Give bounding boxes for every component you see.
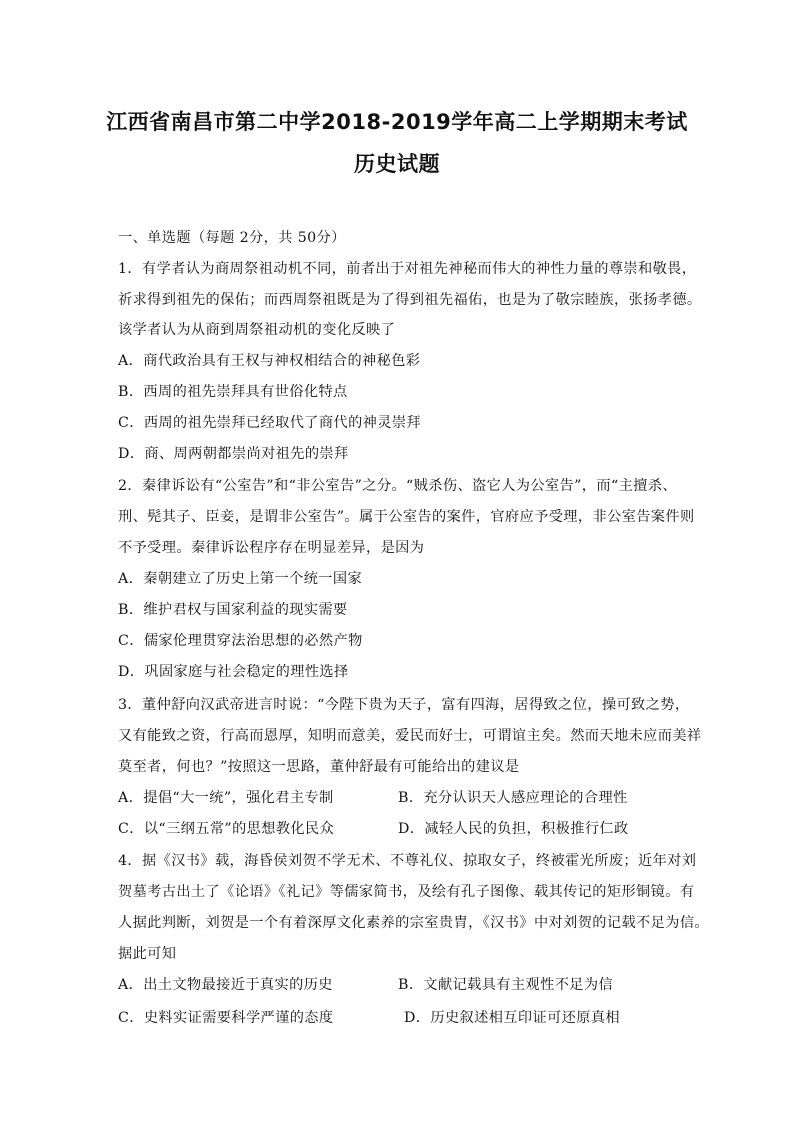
question-stem-line: 4．据《汉书》载，海昏侯刘贺不学无术、不尊礼仪、掠取女子，终被霍光所废；近年对刘 [118, 853, 697, 869]
option-d: D．商、周两朝都崇尚对祖先的崇拜 [118, 446, 349, 462]
option-a: A．提倡“大一统”，强化君主专制 [118, 790, 334, 806]
option-b: B．维护君权与国家利益的现实需要 [118, 602, 348, 618]
question-stem-line: 2．秦律诉讼有“公室告”和“非公室告”之分。“贼杀伤、盗它人为公室告”，而“主擅杀、 [118, 478, 677, 494]
question-stem-line: 人据此判断，刘贺是一个有着深厚文化素养的宗室贵胄，《汉书》中对刘贺的记载不足为信。 [118, 915, 709, 931]
option-row [118, 819, 688, 839]
question-stem-line: 刑、髡其子、臣妾，是谓非公室告”。属于公室告的案件，官府应予受理，非公室告案件则 [118, 509, 695, 525]
option-b: B．西周的祖先崇拜具有世俗化特点 [118, 384, 348, 400]
option-c: C．西周的祖先崇拜已经取代了商代的神灵崇拜 [118, 415, 422, 431]
option-d: D．历史叙述相互印证可还原真相 [404, 1010, 621, 1026]
question-stem-line: 莫至者，何也？”按照这一思路，董仲舒最有可能给出的建议是 [118, 759, 520, 775]
option-c: C．以“三纲五常”的思想教化民众 [118, 821, 335, 837]
question-stem-line: 据此可知 [118, 946, 177, 962]
question-stem-line: 3．董仲舒向汉武帝进言时说：“今陛下贵为天子，富有四海，居得致之位，操可致之势， [118, 697, 690, 713]
option-d: D．减轻人民的负担，积极推行仁政 [398, 821, 629, 837]
option-a: A．出土文物最接近于真实的历史 [118, 977, 333, 993]
option-b: B．充分认识天人感应理论的合理性 [398, 790, 628, 806]
exam-subtitle: 历史试题 [354, 152, 440, 176]
question-stem-line: 又有能致之资，行高而恩厚，知明而意美，爱民而好士，可谓谊主矣。然而天地未应而美祥 [118, 728, 702, 744]
question-stem-line: 不予受理。秦律诉讼程序存在明显差异，是因为 [118, 540, 425, 556]
option-row [118, 788, 688, 808]
question-stem-line: 祈求得到祖先的保佑；而西周祭祖既是为了得到祖先福佑，也是为了敬宗睦族，张扬孝德。 [118, 292, 702, 308]
option-c: C．史料实证需要科学严谨的态度 [118, 1010, 334, 1026]
question-stem-line: 贺墓考古出土了《论语》《礼记》等儒家简书，及绘有孔子图像、载其传记的矩形铜镜。有 [118, 884, 695, 900]
question-stem-line: 1．有学者认为商周祭祖动机不同，前者出于对祖先神秘而伟大的神性力量的尊崇和敬畏， [118, 261, 697, 277]
option-b: B．文献记载具有主观性不足为信 [398, 977, 614, 993]
option-row [118, 1008, 688, 1028]
section-heading: 一、单选题（每题 2分，共 50分） [118, 230, 346, 246]
question-stem-line: 该学者认为从商到周祭祖动机的变化反映了 [118, 322, 396, 338]
option-d: D．巩固家庭与社会稳定的理性选择 [118, 664, 349, 680]
exam-title: 江西省南昌市第二中学2018-2019学年高二上学期期末考试 [106, 110, 688, 134]
option-a: A．秦朝建立了历史上第一个统一国家 [118, 571, 363, 587]
option-c: C．儒家伦理贯穿法治思想的必然产物 [118, 633, 363, 649]
option-a: A．商代政治具有王权与神权相结合的神秘色彩 [118, 353, 421, 369]
option-row [118, 975, 688, 995]
